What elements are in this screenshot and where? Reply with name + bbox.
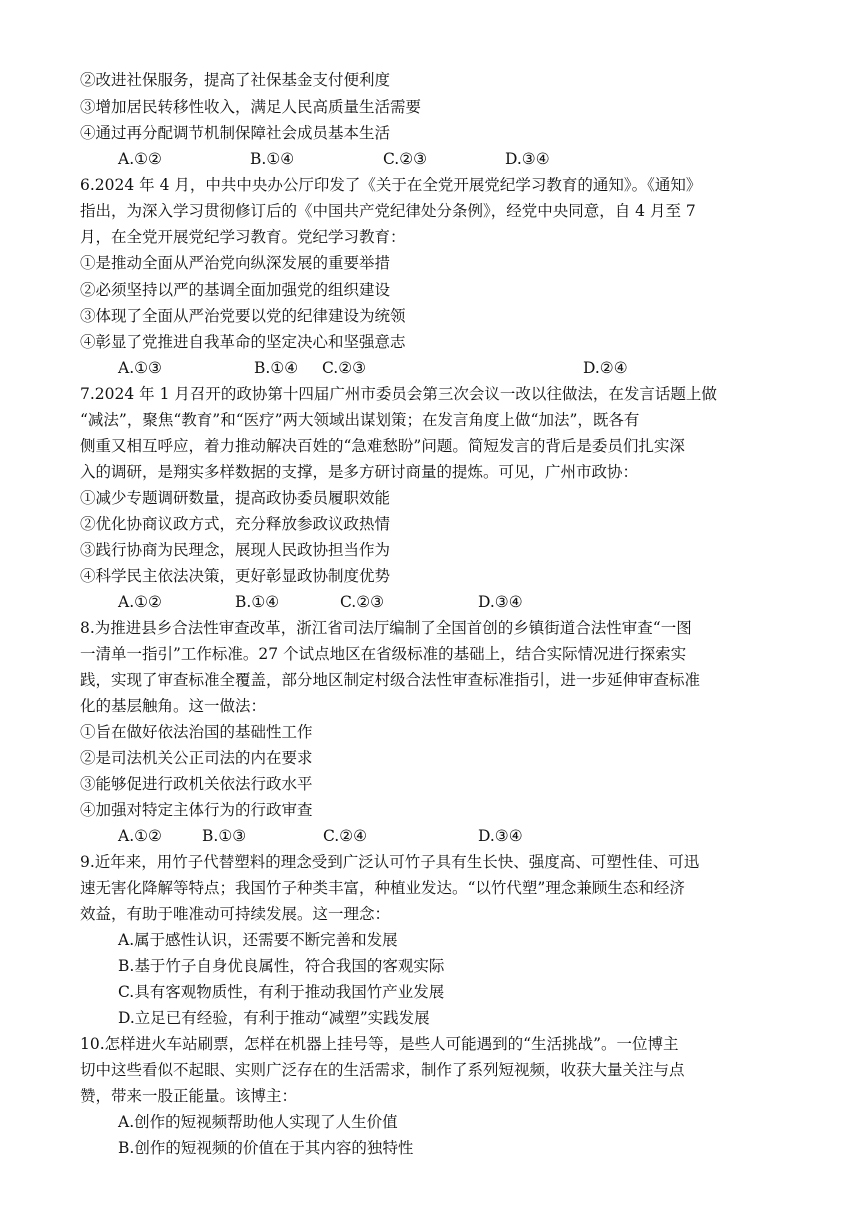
q6-statement-3: ③体现了全面从严治党要以党的纪律建设为统领 [80, 307, 406, 325]
q7-statement-3: ③践行协商为民理念，展现人民政协担当作为 [80, 541, 391, 559]
option-c: C.②③ [383, 150, 428, 168]
q8-option-d: D.③④ [478, 827, 523, 845]
q9-option-a: A.属于感性认识，还需要不断完善和发展 [118, 931, 398, 949]
q6-option-d: D.②④ [583, 359, 628, 377]
q6-option-a: A.①③ [118, 359, 162, 377]
q9-option-b: B.基于竹子自身优良属性，符合我国的客观实际 [118, 957, 445, 975]
q9-stem-line: 效益，有助于唯准动可持续发展。这一理念： [80, 905, 391, 923]
q10-stem-line: 10.怎样进火车站刷票，怎样在机器上挂号等，是些人可能遇到的“生活挑战”。一位博主 [80, 1035, 679, 1053]
q8-option-c: C.②④ [323, 827, 368, 845]
q8-option-b: B.①③ [202, 827, 247, 845]
q7-statement-2: ②优化协商议政方式，充分释放参政议政热情 [80, 515, 391, 533]
q10-option-b: B.创作的短视频的价值在于其内容的独特性 [118, 1139, 414, 1157]
q8-stem-line: 践，实现了审查标准全覆盖，部分地区制定村级合法性审查标准指引，进一步延伸审查标准 [80, 671, 701, 689]
q7-option-a: A.①② [118, 593, 162, 611]
q10-stem-line: 赞，带来一股正能量。该博主： [80, 1087, 298, 1105]
q8-statement-3: ③能够促进行政机关依法行政水平 [80, 775, 313, 793]
q8-stem-line: 化的基层触角。这一做法： [80, 697, 267, 715]
q8-stem-line: 一清单一指引”工作标准。27 个试点地区在省级标准的基础上，结合实际情况进行探索实 [80, 645, 687, 663]
q7-option-c: C.②③ [340, 593, 385, 611]
q8-option-a: A.①② [118, 827, 162, 845]
statement-4: ④通过再分配调节机制保障社会成员基本生活 [80, 124, 391, 142]
q7-stem-line: “减法”，聚焦“教育”和“医疗”两大领域出谋划策；在发言角度上做“加法”，既各有 [80, 411, 640, 429]
statement-2: ②改进社保服务，提高了社保基金支付便利度 [80, 71, 391, 89]
q10-option-a: A.创作的短视频帮助他人实现了人生价值 [118, 1113, 398, 1131]
q8-statement-1: ①旨在做好依法治国的基础性工作 [80, 723, 313, 741]
q6-statement-1: ①是推动全面从严治党向纵深发展的重要举措 [80, 254, 391, 272]
q8-stem-line: 8.为推进县乡合法性审查改革，浙江省司法厅编制了全国首创的乡镇街道合法性审查“一图 [80, 619, 692, 637]
option-d: D.③④ [505, 150, 550, 168]
q6-option-c: C.②③ [322, 359, 367, 377]
q8-statement-2: ②是司法机关公正司法的内在要求 [80, 749, 313, 767]
q6-stem-line: 6.2024 年 4 月，中共中央办公厅印发了《关于在全党开展党纪学习教育的通知》。《通知》 [80, 176, 702, 194]
q9-stem-line: 9.近年来，用竹子代替塑料的理念受到广泛认可竹子具有生长快、强度高、可塑性佳、可迅 [80, 853, 700, 871]
q6-stem-line: 指出，为深入学习贯彻修订后的《中国共产党纪律处分条例》，经党中央同意，自 4 月至 7 [80, 202, 696, 220]
q6-statement-4: ④彰显了党推进自我革命的坚定决心和坚强意志 [80, 333, 406, 351]
q7-statement-1: ①减少专题调研数量，提高政协委员履职效能 [80, 489, 391, 507]
q8-statement-4: ④加强对特定主体行为的行政审查 [80, 801, 313, 819]
q6-option-b: B.①④ [254, 359, 299, 377]
q7-option-d: D.③④ [478, 593, 523, 611]
option-b: B.①④ [250, 150, 295, 168]
q7-statement-4: ④科学民主依法决策，更好彰显政协制度优势 [80, 567, 391, 585]
q10-stem-line: 切中这些看似不起眼、实则广泛存在的生活需求，制作了系列短视频，收获大量关注与点 [80, 1061, 685, 1079]
q9-option-d: D.立足已有经验，有利于推动“减塑”实践发展 [118, 1009, 430, 1027]
statement-3: ③增加居民转移性收入，满足人民高质量生活需要 [80, 98, 422, 116]
q7-stem-line: 7.2024 年 1 月召开的政协第十四届广州市委员会第三次会议一改以往做法，在发言话题上做 [80, 385, 717, 403]
q7-stem-line: 侧重又相互呼应，着力推动解决百姓的“急难愁盼”问题。简短发言的背后是委员们扎实深 [80, 437, 685, 455]
q9-stem-line: 速无害化降解等特点；我国竹子种类丰富，种植业发达。“以竹代塑”理念兼顾生态和经济 [80, 879, 685, 897]
option-a: A.①② [118, 150, 162, 168]
q7-stem-line: 入的调研，是翔实多样数据的支撑，是多方研讨商量的提炼。可见，广州市政协： [80, 463, 639, 481]
q6-statement-2: ②必须坚持以严的基调全面加强党的组织建设 [80, 281, 391, 299]
q6-stem-line: 月，在全党开展党纪学习教育。党纪学习教育： [80, 228, 406, 246]
q9-option-c: C.具有客观物质性，有利于推动我国竹产业发展 [118, 983, 445, 1001]
q7-option-b: B.①④ [235, 593, 280, 611]
